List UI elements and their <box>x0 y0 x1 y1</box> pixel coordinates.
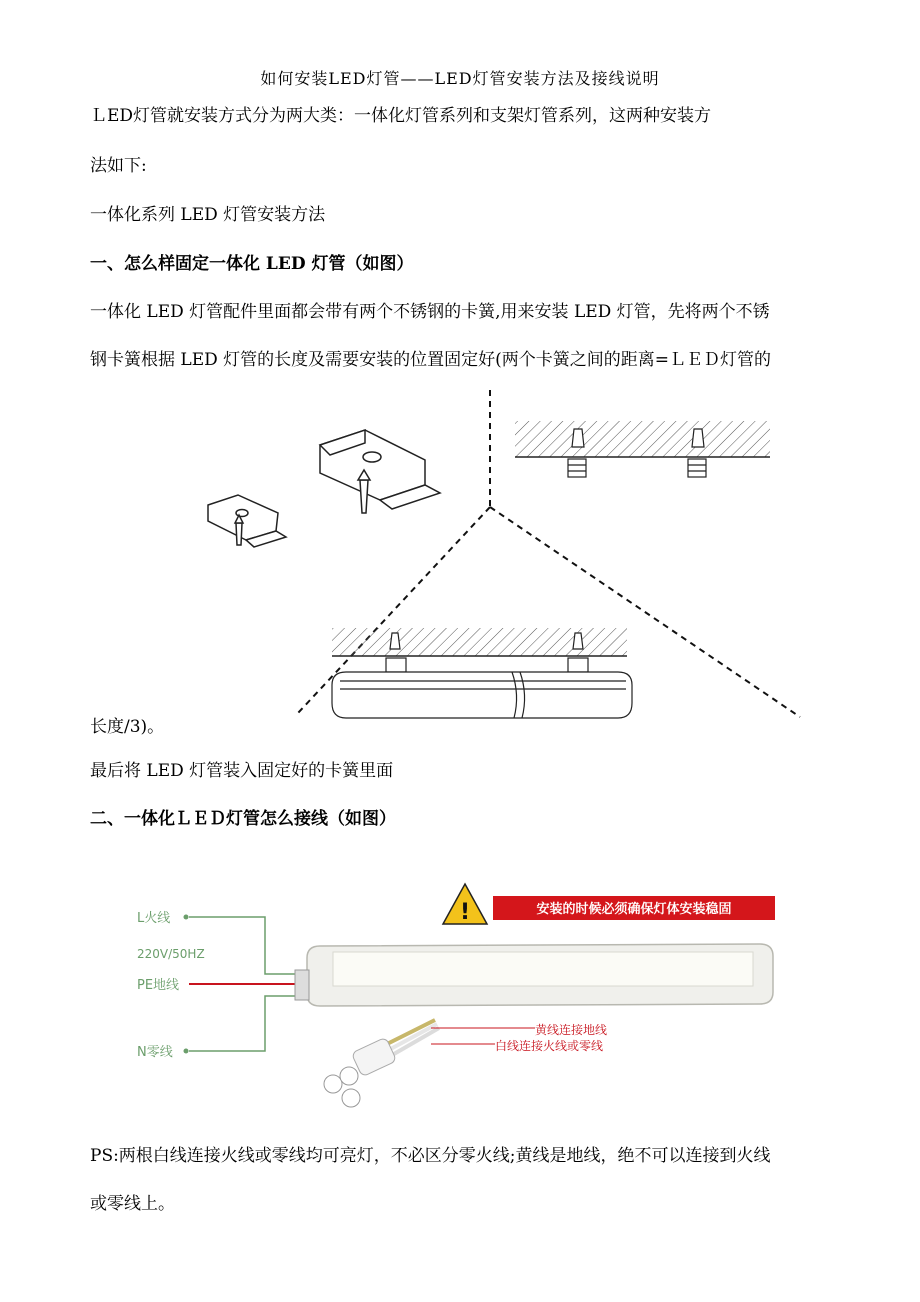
label-neutral-wire: N零线 <box>137 1045 173 1060</box>
spring-clip-small <box>208 495 286 547</box>
intro-line-2: 法如下: <box>90 156 147 176</box>
part1-paragraph-line-3: 长度/3)。 <box>90 717 165 737</box>
ceiling-hatch-top <box>515 421 770 457</box>
label-pe-wire: PE地线 <box>137 978 180 993</box>
live-wire-line <box>189 917 295 974</box>
wiring-diagram <box>115 848 805 1118</box>
connector-cable <box>324 1020 439 1107</box>
ps-line-2: 或零线上。 <box>90 1194 175 1214</box>
installation-illustration <box>180 385 820 725</box>
label-white-wire: 白线连接火线或零线 <box>495 1039 604 1053</box>
label-live-wire: L火线 <box>137 911 171 926</box>
warning-text: 安装的时候必须确保灯体安装稳固 <box>536 902 732 917</box>
intro-line-1: ＬED灯管就安装方式分为两大类：一体化灯管系列和支架灯管系列，这两种安装方 <box>90 106 712 126</box>
part1-heading: 一、怎么样固定一体化 LED 灯管（如图） <box>90 254 414 274</box>
part2-heading: 二、一体化ＬＥＤ灯管怎么接线（如图） <box>90 809 396 829</box>
led-tube-mounted <box>332 672 632 718</box>
part1-after-text: 最后将 LED 灯管装入固定好的卡簧里面 <box>90 761 394 781</box>
warning-banner <box>443 884 775 925</box>
page-header: 如何安装LED灯管——LED灯管安装方法及接线说明 <box>260 69 660 88</box>
ps-line-1: PS:两根白线连接火线或零线均可亮灯，不必区分零火线;黄线是地线，绝不可以连接到火线 <box>90 1146 771 1166</box>
label-yellow-wire: 黄线连接地线 <box>535 1023 608 1037</box>
part1-paragraph-line-2: 钢卡簧根据 LED 灯管的长度及需要安装的位置固定好(两个卡簧之间的距离=ＬＥＤ灯管的 <box>90 350 772 370</box>
spring-clip-large <box>320 430 440 513</box>
part1-paragraph-line-1: 一体化 LED 灯管配件里面都会带有两个不锈钢的卡簧,用来安装 LED 灯管，先将两个不锈 <box>90 302 770 322</box>
ceiling-hatch-bottom <box>332 628 627 656</box>
led-tube-body <box>295 944 773 1006</box>
section-title: 一体化系列 LED 灯管安装方法 <box>90 205 326 225</box>
svg-text:!: ! <box>459 900 471 925</box>
label-voltage: 220V/50HZ <box>137 947 205 961</box>
neutral-wire-line <box>189 996 295 1051</box>
